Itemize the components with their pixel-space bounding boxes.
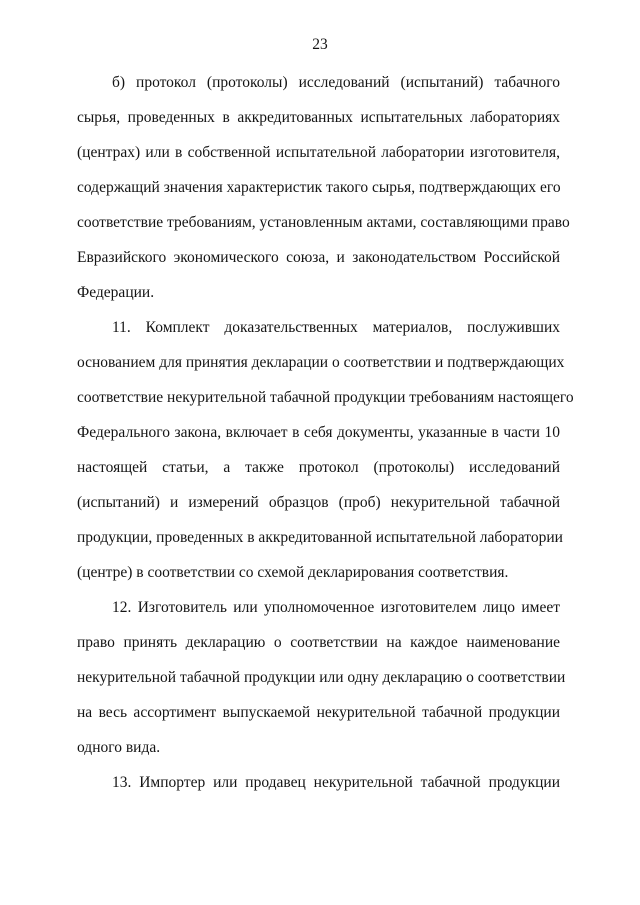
text-line: б) протокол (протоколы) исследований (испытаний) табачного <box>112 74 560 91</box>
text-line: содержащий значения характеристик такого сырья, подтверждающих его <box>77 179 561 196</box>
text-line: соответствие некурительной табачной продукции требованиям настоящего <box>77 389 574 406</box>
text-line: настоящей статьи, а также протокол (протоколы) исследований <box>77 459 560 476</box>
text-line: (испытаний) и измерений образцов (проб) некурительной табачной <box>77 494 560 511</box>
text-line: Федерального закона, включает в себя документы, указанные в части 10 <box>77 424 560 441</box>
text-line: одного вида. <box>77 739 161 756</box>
text-line: сырья, проведенных в аккредитованных испытательных лабораториях <box>77 109 560 126</box>
text-line: (центре) в соответствии со схемой декларирования соответствия. <box>77 564 509 581</box>
text-line: 11. Комплект доказательственных материалов, послуживших <box>112 319 560 336</box>
text-line: основанием для принятия декларации о соответствии и подтверждающих <box>77 354 565 371</box>
text-line: 12. Изготовитель или уполномоченное изготовителем лицо имеет <box>112 599 560 616</box>
text-line: продукции, проведенных в аккредитованной испытательной лаборатории <box>77 529 563 546</box>
text-line: 13. Импортер или продавец некурительной табачной продукции <box>112 774 560 791</box>
text-line: некурительной табачной продукции или одну декларацию о соответствии <box>77 669 566 686</box>
text-line: (центрах) или в собственной испытательной лаборатории изготовителя, <box>77 144 560 161</box>
text-line: соответствие требованиям, установленным актами, составляющими право <box>77 214 570 231</box>
text-line: Евразийского экономического союза, и законодательством Российской <box>77 249 560 266</box>
page-number: 23 <box>312 36 328 53</box>
text-line: на весь ассортимент выпускаемой некурительной табачной продукции <box>77 704 560 721</box>
text-line: право принять декларацию о соответствии на каждое наименование <box>77 634 560 651</box>
text-line: Федерации. <box>77 284 155 301</box>
